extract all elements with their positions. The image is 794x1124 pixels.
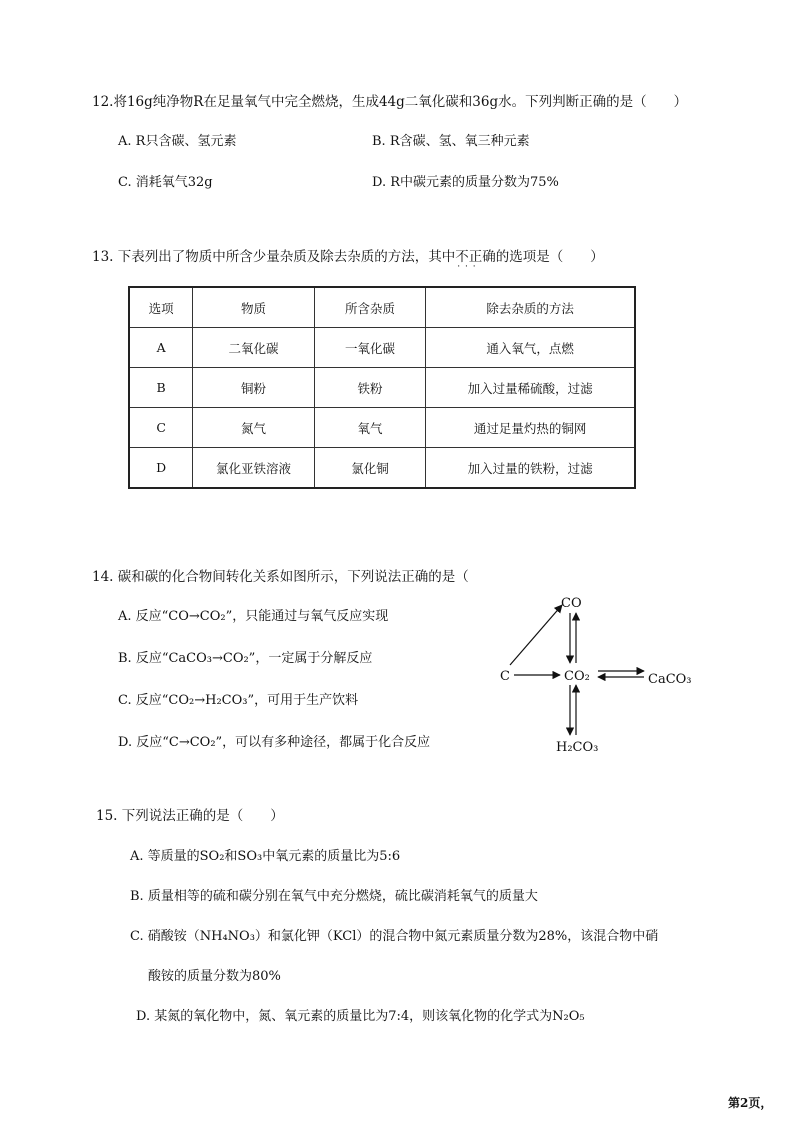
page-number: 第2页，	[728, 1096, 773, 1110]
q12-stem: 12.将16g纯净物R在足量氧气中完全燃烧，生成44g二氧化碳和36g水。下列判断正确的是（ ）	[92, 94, 688, 110]
table-row	[129, 368, 635, 408]
table-cell: A	[129, 328, 193, 368]
q12-option-a: A. R只含碳、氢元素	[118, 134, 237, 149]
arrow-c-to-co	[510, 605, 562, 665]
q15-option-a: A. 等质量的SO₂和SO₃中氧元素的质量比为5:6	[130, 849, 401, 864]
table-cell: 通入氧气，点燃	[426, 328, 635, 368]
q15-stem: 15. 下列说法正确的是（ ）	[96, 808, 284, 824]
q14-option-b: B. 反应“CaCO₃→CO₂”，一定属于分解反应	[118, 651, 373, 666]
table-cell: 加入过量稀硫酸，过滤	[426, 368, 635, 408]
q12-option-d: D. R中碳元素的质量分数为75%	[372, 175, 559, 190]
table-header-cell: 所含杂质	[314, 287, 426, 328]
node-caco3: CaCO₃	[648, 672, 692, 687]
table-header-cell: 物质	[193, 287, 315, 328]
table-cell: 一氧化碳	[314, 328, 426, 368]
table-cell: 氯化铜	[314, 448, 426, 489]
q13-stem-emphasis: 不正确 · · ·	[455, 249, 496, 265]
table-header-cell: 除去杂质的方法	[426, 287, 635, 328]
table-cell: C	[129, 408, 193, 448]
q14-stem: 14. 碳和碳的化合物间转化关系如图所示，下列说法正确的是（	[92, 569, 469, 585]
q14-option-c: C. 反应“CO₂→H₂CO₃”，可用于生产饮料	[118, 693, 359, 708]
q15-option-c-line2: 酸铵的质量分数为80%	[148, 969, 281, 984]
table-cell: 铁粉	[314, 368, 426, 408]
q13-table	[128, 286, 636, 489]
q15-option-d: D. 某氮的氧化物中，氮、氧元素的质量比为7:4，则该氧化物的化学式为N₂O₅	[136, 1009, 585, 1024]
q12-option-c: C. 消耗氧气32g	[118, 175, 213, 190]
q15-option-b: B. 质量相等的硫和碳分别在氧气中充分燃烧，硫比碳消耗氧气的质量大	[130, 889, 538, 904]
table-cell: D	[129, 448, 193, 489]
table-cell: 通过足量灼热的铜网	[426, 408, 635, 448]
table-header-row	[129, 287, 635, 328]
table-cell: B	[129, 368, 193, 408]
table-cell: 二氧化碳	[193, 328, 315, 368]
q14-option-d: D. 反应“C→CO₂”，可以有多种途径，都属于化合反应	[118, 735, 431, 750]
table-row	[129, 448, 635, 489]
table-cell: 氧气	[314, 408, 426, 448]
node-h2co3: H₂CO₃	[556, 740, 599, 755]
q15-option-c-line1: C. 硝酸铵（NH₄NO₃）和氯化钾（KCl）的混合物中氮元素质量分数为28%，该混合物中硝	[130, 929, 659, 944]
q14-option-a: A. 反应“CO→CO₂”，只能通过与氧气反应实现	[118, 609, 389, 624]
table-cell: 氯化亚铁溶液	[193, 448, 315, 489]
table-cell: 铜粉	[193, 368, 315, 408]
table-cell: 氮气	[193, 408, 315, 448]
carbon-conversion-diagram	[480, 585, 710, 765]
table-row	[129, 328, 635, 368]
q13-stem	[92, 245, 604, 265]
table-row	[129, 408, 635, 448]
node-co: CO	[561, 596, 582, 611]
node-c: C	[500, 669, 510, 684]
table-header-cell: 选项	[129, 287, 193, 328]
q13-stem-pre: 13. 下表列出了物质中所含少量杂质及除去杂质的方法，其中	[92, 249, 456, 265]
node-co2: CO₂	[564, 669, 590, 684]
q13-stem-post: 的选项是（ ）	[495, 249, 604, 265]
q12-option-b: B. R含碳、氢、氧三种元素	[372, 134, 530, 149]
table-cell: 加入过量的铁粉，过滤	[426, 448, 635, 489]
